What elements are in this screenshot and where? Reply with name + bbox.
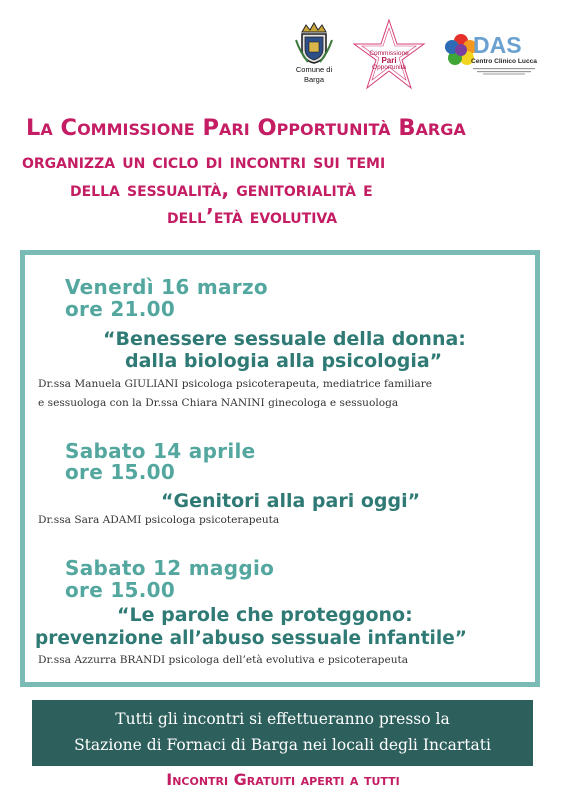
coat-of-arms-icon xyxy=(294,22,334,64)
heading-line1: La Commissione Pari Opportunità Barga xyxy=(26,115,466,141)
comune-di-barga-logo xyxy=(286,22,342,84)
venue-line1: Tutti gli incontri si effettueranno presso la xyxy=(115,710,450,728)
event3-title-line2: prevenzione all’abuso sessuale infantile” xyxy=(35,628,467,649)
das-logo xyxy=(443,30,539,78)
event1-title-line2: dalla biologia alla psicologia” xyxy=(125,350,443,372)
heading-line3: della sessualità, genitorialità e xyxy=(70,177,373,201)
das-wordmark: DAS xyxy=(473,32,522,58)
event1-title-line1: “Benessere sessuale della donna: xyxy=(103,328,466,350)
event1-speaker-line2: e sessuologa con la Dr.ssa Chiara NANINI ginecologa e sessuologa xyxy=(38,397,399,409)
pari-opportunita-logo xyxy=(350,18,428,92)
event1-date: Venerdì 16 marzo xyxy=(65,275,268,299)
events-frame xyxy=(20,250,540,687)
event1-speaker-line1: Dr.ssa Manuela GIULIANI psicologa psicoterapeuta, mediatrice familiare xyxy=(38,378,433,390)
das-subtitle: Centro Clinico Lucca xyxy=(471,58,537,65)
event3-speaker-line1: Dr.ssa Azzurra BRANDI psicologa dell’età evolutiva e psicoterapeuta xyxy=(38,654,409,666)
barga-caption-line2: Barga xyxy=(303,75,324,84)
venue-band xyxy=(32,700,533,766)
venue-line2: Stazione di Fornaci di Barga nei locali degli Incartati xyxy=(74,736,491,754)
event2-time: ore 15.00 xyxy=(65,460,176,484)
event1-time: ore 21.00 xyxy=(65,297,176,321)
event2-speaker-line1: Dr.ssa Sara ADAMI psicologa psicoterapeuta xyxy=(38,514,280,526)
cpo-line3: Opportunità xyxy=(372,64,406,71)
event3-date: Sabato 12 maggio xyxy=(65,556,275,580)
heading-line4: dell’età evolutiva xyxy=(167,204,338,228)
barga-caption-line1: Comune di xyxy=(295,65,333,74)
event2-date: Sabato 14 aprile xyxy=(65,439,256,463)
das-fine-print xyxy=(473,67,535,75)
event3-time: ore 15.00 xyxy=(65,578,176,602)
cpo-line1: Commissione xyxy=(369,50,409,57)
event3-title-line1: “Le parole che proteggono: xyxy=(117,604,413,626)
heading-line2: organizza un ciclo di incontri sui temi xyxy=(22,149,386,173)
event2-title-line1: “Genitori alla pari oggi” xyxy=(161,490,421,512)
footer-free-entry: Incontri Gratuiti aperti a tutti xyxy=(166,770,400,789)
cpo-line2: Pari xyxy=(381,56,397,65)
